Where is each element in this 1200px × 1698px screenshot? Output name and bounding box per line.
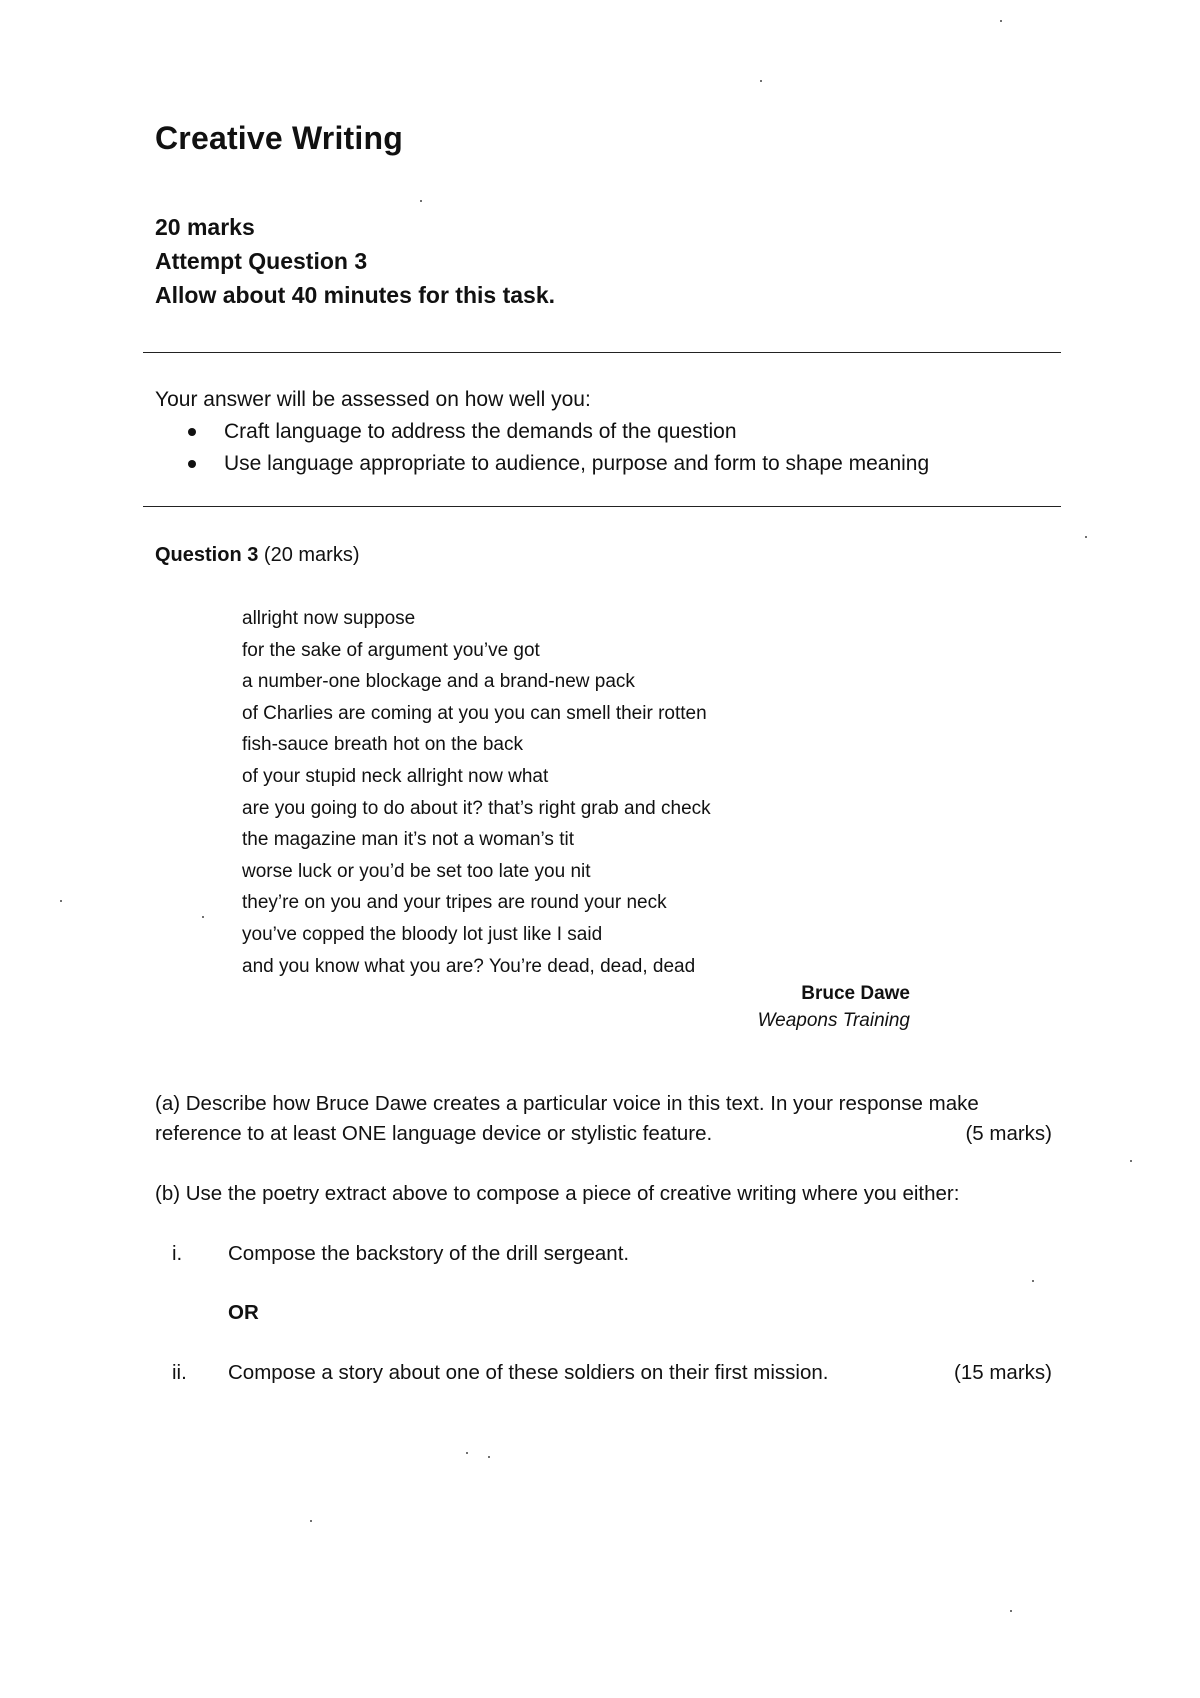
page-title: Creative Writing xyxy=(155,120,403,156)
divider-top xyxy=(143,352,1061,353)
scan-speck xyxy=(1032,1280,1034,1282)
poem-line: worse luck or you’d be set too late you nit xyxy=(242,860,591,882)
poem-line: of Charlies are coming at you you can smell their rotten xyxy=(242,702,707,724)
scan-speck xyxy=(310,1520,312,1522)
criterion-text: Craft language to address the demands of the question xyxy=(224,420,737,443)
scan-speck xyxy=(466,1452,468,1454)
poem-line: allright now suppose xyxy=(242,608,416,629)
attempt-instruction: Attempt Question 3 xyxy=(155,248,368,274)
poem-line: are you going to do about it? that’s right grab and check xyxy=(242,797,711,819)
question-label: Question 3 xyxy=(155,544,259,566)
part-b-marks: (15 marks) xyxy=(954,1361,1052,1384)
poem-line: for the sake of argument you’ve got xyxy=(242,639,540,661)
part-a-marks: (5 marks) xyxy=(965,1122,1052,1145)
poem-line: the magazine man it’s not a woman’s tit xyxy=(242,829,574,851)
part-a-line-1: (a) Describe how Bruce Dawe creates a particular voice in this text. In your response make xyxy=(155,1092,979,1115)
scan-speck xyxy=(1130,1160,1132,1162)
option-1-number: i. xyxy=(172,1242,183,1265)
bullet-icon xyxy=(188,428,196,436)
poem-line: you’ve copped the bloody lot just like I said xyxy=(242,923,603,945)
option-2-number: ii. xyxy=(172,1361,187,1384)
part-a-line-2: reference to at least ONE language device or stylistic feature. xyxy=(155,1122,713,1145)
scan-speck xyxy=(1000,20,1002,22)
scan-speck xyxy=(1010,1610,1012,1612)
scan-speck xyxy=(202,916,204,918)
question-marks: (20 marks) xyxy=(263,544,360,566)
assessment-criterion xyxy=(188,420,737,444)
scan-speck xyxy=(420,200,422,202)
option-separator: OR xyxy=(228,1301,259,1324)
poem-line: a number-one blockage and a brand-new pack xyxy=(242,671,635,693)
divider-bottom xyxy=(143,506,1061,507)
scan-speck xyxy=(1085,536,1087,538)
poem-line: they’re on you and your tripes are round your neck xyxy=(242,892,667,914)
bullet-icon xyxy=(188,460,196,468)
option-2-text: Compose a story about one of these soldiers on their first mission. xyxy=(228,1361,829,1384)
scan-speck xyxy=(760,80,762,82)
time-allowance: Allow about 40 minutes for this task. xyxy=(155,282,556,308)
assessment-intro: Your answer will be assessed on how well you: xyxy=(155,388,591,411)
poem-line: of your stupid neck allright now what xyxy=(242,765,549,787)
assessment-criterion xyxy=(188,452,929,476)
poem-line: and you know what you are? You’re dead, dead, dead xyxy=(242,955,696,977)
option-1-text: Compose the backstory of the drill sergeant. xyxy=(228,1242,630,1265)
poem-extract xyxy=(242,603,711,982)
poem-title: Weapons Training xyxy=(757,1010,910,1031)
poem-author: Bruce Dawe xyxy=(801,983,910,1004)
criterion-text: Use language appropriate to audience, purpose and form to shape meaning xyxy=(224,452,930,475)
question-heading xyxy=(155,544,360,567)
scan-speck xyxy=(488,1456,490,1458)
scan-speck xyxy=(60,900,62,902)
part-b-intro: (b) Use the poetry extract above to compose a piece of creative writing where you either: xyxy=(155,1182,960,1205)
total-marks: 20 marks xyxy=(155,214,255,240)
poem-line: fish-sauce breath hot on the back xyxy=(242,734,523,756)
